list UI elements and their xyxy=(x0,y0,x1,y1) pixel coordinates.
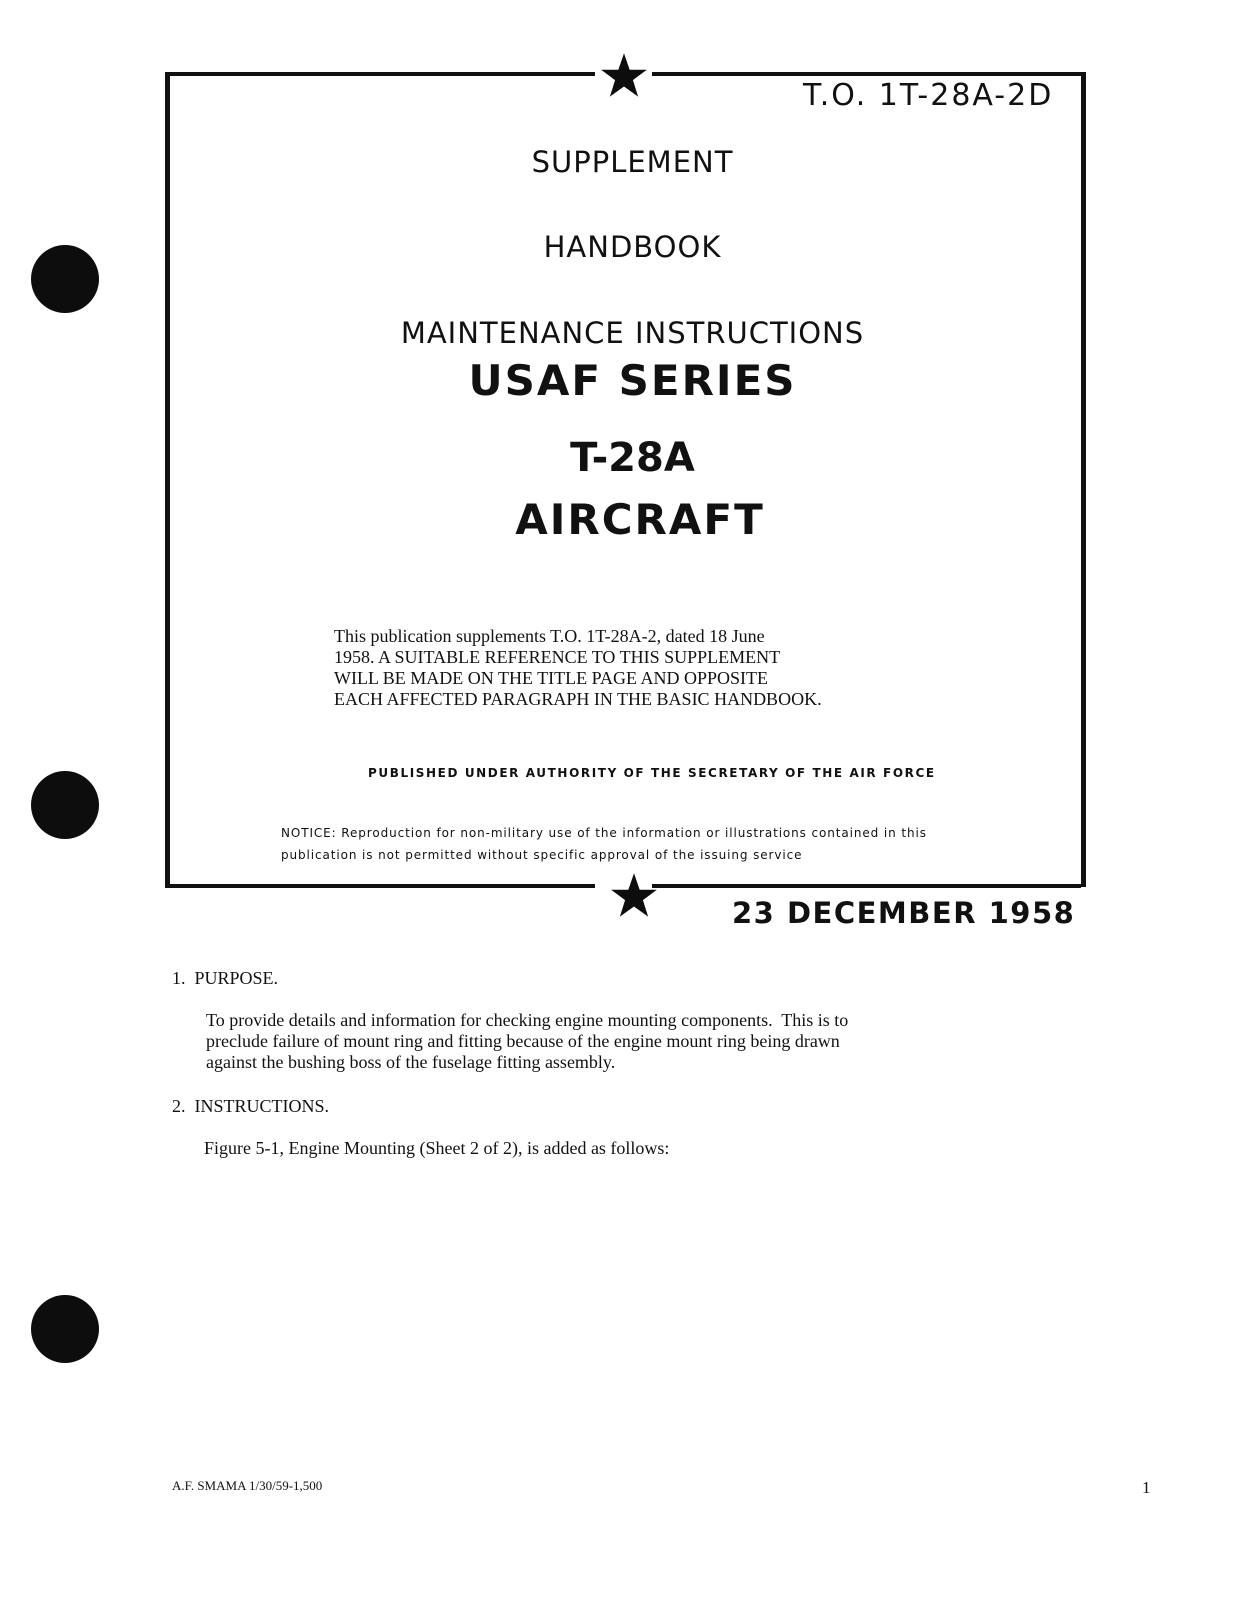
title-aircraft: AIRCRAFT xyxy=(515,495,765,544)
title-model: T-28A xyxy=(570,435,695,481)
paragraph-line: Figure 5-1, Engine Mounting (Sheet 2 of 2), is added as follows: xyxy=(204,1138,670,1158)
title-supplement: SUPPLEMENT xyxy=(531,145,734,179)
supplement-note xyxy=(334,626,822,710)
frame-bottom-rule-left xyxy=(165,884,595,888)
paragraph-line: preclude failure of mount ring and fitting because of the engine mount ring being drawn xyxy=(206,1031,840,1051)
title-maintenance-instructions: MAINTENANCE INSTRUCTIONS xyxy=(400,316,865,350)
frame-top-rule-left xyxy=(165,72,595,76)
page-number: 1 xyxy=(1142,1478,1151,1497)
star-icon xyxy=(600,53,648,99)
star-icon xyxy=(610,873,658,919)
paragraph-line: against the bushing boss of the fuselage fitting assembly. xyxy=(206,1052,616,1072)
supplement-note-line: 1958. A SUITABLE REFERENCE TO THIS SUPPLEMENT xyxy=(334,647,781,667)
title-handbook: HANDBOOK xyxy=(543,230,722,264)
title-usaf-series: USAF SERIES xyxy=(468,356,797,405)
authority-line: PUBLISHED UNDER AUTHORITY OF THE SECRETARY OF THE AIR FORCE xyxy=(368,766,936,780)
punch-hole-middle xyxy=(31,771,99,839)
supplement-note-line: WILL BE MADE ON THE TITLE PAGE AND OPPOSITE xyxy=(334,668,768,688)
paragraph-line: To provide details and information for checking engine mounting components. This is to xyxy=(206,1010,849,1030)
supplement-note-line: EACH AFFECTED PARAGRAPH IN THE BASIC HANDBOOK. xyxy=(334,689,822,709)
supplement-note-line: This publication supplements T.O. 1T-28A-2, dated 18 June xyxy=(334,626,765,646)
issue-date: 23 DECEMBER 1958 xyxy=(732,896,1076,930)
frame-top-rule-right xyxy=(652,72,1081,76)
print-code: A.F. SMAMA 1/30/59-1,500 xyxy=(172,1478,323,1493)
frame-bottom-rule-right xyxy=(652,884,1081,888)
notice-line-1: NOTICE: Reproduction for non-military use of the information or illustrations contained in this xyxy=(281,826,927,840)
section-purpose-body xyxy=(206,1010,848,1073)
section-purpose-heading: 1. PURPOSE. xyxy=(172,968,279,988)
section-instructions-heading: 2. INSTRUCTIONS. xyxy=(172,1096,330,1116)
to-number: T.O. 1T-28A-2D xyxy=(803,78,1054,113)
punch-hole-bottom xyxy=(31,1295,99,1363)
notice-line-2: publication is not permitted without specific approval of the issuing service xyxy=(281,848,803,862)
section-instructions-body xyxy=(204,1138,669,1159)
punch-hole-top xyxy=(31,245,99,313)
